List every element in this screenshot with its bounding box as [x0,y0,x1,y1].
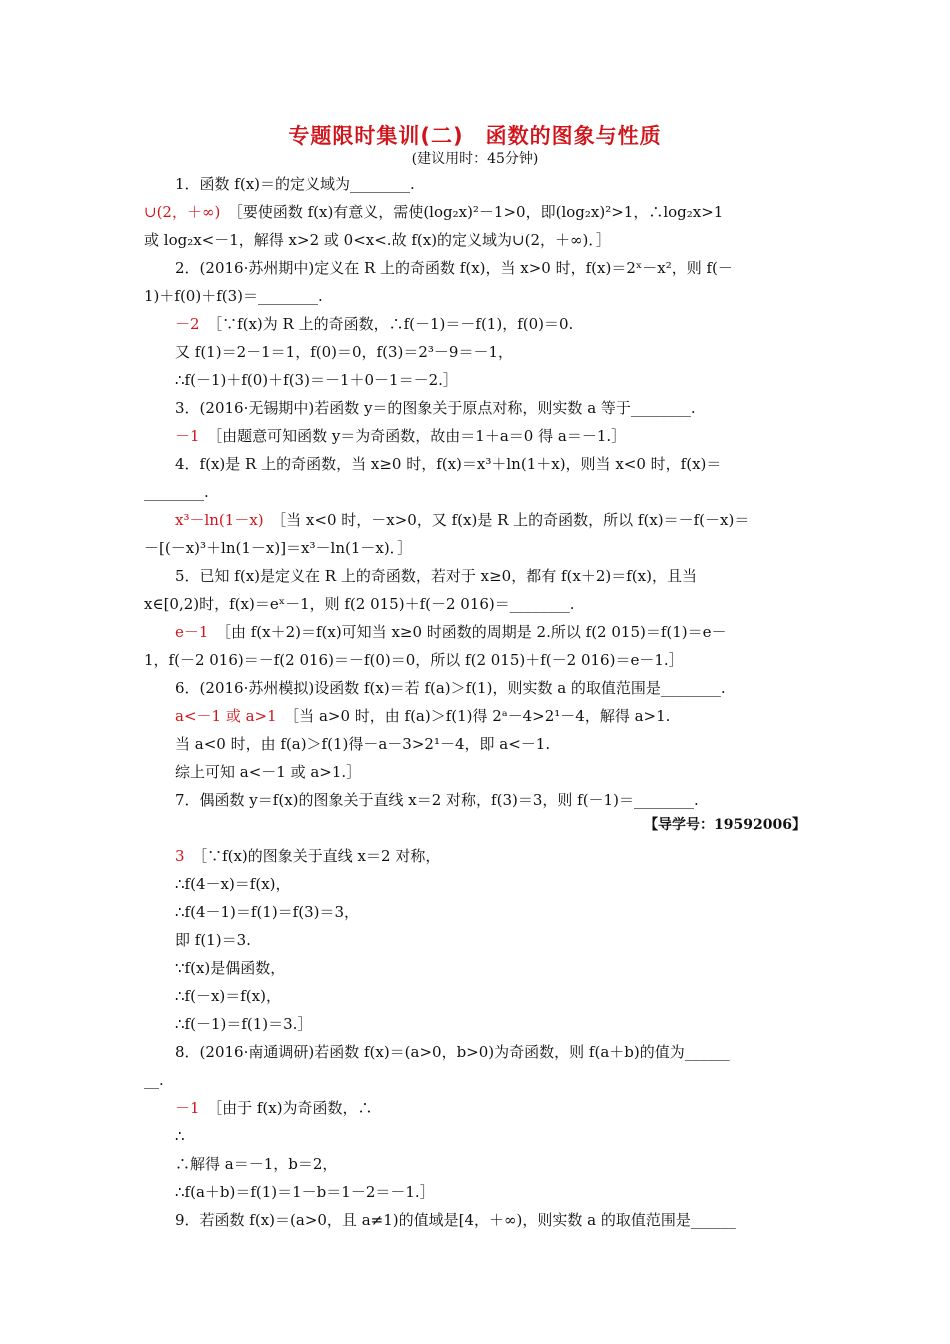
text-line [144,650,684,670]
text-line [175,846,440,866]
line-text: ［由题意可知函数 y＝为奇函数，故由＝1＋a＝0 得 a＝－1.］ [214,427,627,445]
line-text: ［由 f(x＋2)＝f(x)可知当 x≥0 时函数的周期是 2.所以 f(2 015)＝f(1)＝e－ [223,623,727,641]
text-line [144,1070,164,1090]
text-line [175,426,626,446]
text-line [175,874,291,894]
line-text: ［由于 f(x)为奇函数，∴ [214,1099,373,1117]
text-line [144,538,412,558]
text-line [175,566,697,586]
line-text: 又 f(1)＝2－1＝1，f(0)＝0，f(3)＝2³－9＝－1， [175,343,513,361]
line-text: 1)＋f(0)＋f(3)＝________. [144,287,323,305]
line-text: 1．函数 f(x)＝的定义域为________. [175,175,415,193]
answer-text: 3 [175,847,185,865]
line-text: 4．f(x)是 R 上的奇函数，当 x≥0 时，f(x)＝x³＋ln(1＋x)，则当 x<0 时，f(x)＝ [175,455,722,473]
text-line [175,734,550,754]
line-text: ∴解得 a＝－1，b＝2， [175,1155,338,1173]
line-text: ［当 x<0 时，－x>0，又 f(x)是 R 上的奇函数，所以 f(x)＝－f(－x)＝ [278,511,750,529]
line-text: ∴ [175,1127,185,1145]
line-text: －[(－x)³＋ln(1－x)]＝x³－ln(1－x)．］ [144,539,413,557]
line-text: ∴f(－1)＋f(0)＋f(3)＝－1＋0－1＝－2.］ [175,371,458,389]
line-text: ∴f(4－1)＝f(1)＝f(3)＝3， [175,903,360,921]
text-line [175,958,285,978]
suggested-time: (建议用时：45分钟) [411,151,539,167]
line-text: 5．已知 f(x)是定义在 R 上的奇函数，若对于 x≥0，都有 f(x＋2)＝f(x)，且当 [175,567,697,585]
text-line [175,1210,736,1230]
guide-number: 【导学号：19592006】 [644,817,806,833]
text-line [175,622,727,642]
text-line [175,1182,435,1202]
text-line [175,930,251,950]
answer-text: ∪(2，＋∞) [144,203,221,221]
line-text: ∵f(x)是偶函数， [175,959,286,977]
line-text: 或 log₂x<－1，解得 x>2 或 0<x<.故 f(x)的定义域为∪(2，＋∞)．］ [144,231,611,249]
line-text: __. [144,1071,164,1089]
line-text: ［∵f(x)为 R 上的奇函数，∴f(－1)＝－f(1)，f(0)＝0. [214,315,574,333]
text-line [175,370,458,390]
text-line [175,986,281,1006]
answer-text: －2 [175,315,200,333]
line-text: 3．(2016·无锡期中)若函数 y＝的图象关于原点对称，则实数 a 等于________. [175,399,696,417]
line-text: ∴f(4－x)＝f(x)， [175,875,291,893]
line-text: 7．偶函数 y＝f(x)的图象关于直线 x＝2 对称，f(3)＝3，则 f(－1)＝________. [175,791,699,809]
line-text: 即 f(1)＝3. [175,931,251,949]
answer-text: －1 [175,427,200,445]
line-text: 9．若函数 f(x)＝(a>0，且 a≠1)的值域是[4，＋∞)，则实数 a 的取值范围是______ [175,1211,736,1229]
text-line [175,454,721,474]
line-text: 8．(2016·南通调研)若函数 f(x)＝(a>0，b>0)为奇函数，则 f(a＋b)的值为______ [175,1043,730,1061]
line-text: 1，f(－2 016)＝－f(2 016)＝－f(0)＝0，所以 f(2 015)＋f(－2 016)＝e－1.］ [144,651,684,669]
text-line [144,594,575,614]
line-text: x∈[0,2)时，f(x)＝eˣ－1，则 f(2 015)＋f(－2 016)＝________. [144,595,575,613]
line-text: 综上可知 a<－1 或 a>1.］ [175,763,362,781]
line-text: ［∵f(x)的图象关于直线 x＝2 对称， [199,847,441,865]
line-text: 2．(2016·苏州期中)定义在 R 上的奇函数 f(x)，当 x>0 时，f(x)＝2ˣ－x²，则 f(－ [175,259,733,277]
text-line [175,706,670,726]
text-line [175,342,513,362]
text-line [144,482,209,502]
text-line [175,174,415,194]
text-line [175,510,749,530]
text-line [175,258,733,278]
text-line [175,1126,185,1146]
line-text: ________. [144,483,209,501]
text-line [175,1154,337,1174]
text-line [144,286,323,306]
text-line [175,790,699,810]
line-text: 6．(2016·苏州模拟)设函数 f(x)＝若 f(a)＞f(1)，则实数 a 的取值范围是________. [175,679,726,697]
line-text: ∴f(－x)＝f(x)， [175,987,281,1005]
line-text: ［当 a>0 时，由 f(a)＞f(1)得 2ᵃ－4>2¹－4，解得 a>1. [291,707,671,725]
answer-text: －1 [175,1099,200,1117]
line-text: ∴f(－1)＝f(1)＝3.］ [175,1015,313,1033]
text-line [175,678,726,698]
text-line [175,1098,373,1118]
text-line [144,230,611,250]
line-text: ∴f(a＋b)＝f(1)＝1－b＝1－2＝－1.］ [175,1183,435,1201]
text-line [175,398,696,418]
answer-text: x³－ln(1－x) [175,511,264,529]
text-line [175,314,573,334]
text-line [175,902,359,922]
answer-text: a<－1 或 a>1 [175,707,277,725]
text-line [175,1042,730,1062]
document-title: 专题限时集训(二) 函数的图象与性质 [288,124,662,148]
text-line [175,762,361,782]
text-line [144,202,723,222]
line-text: 当 a<0 时，由 f(a)＞f(1)得－a－3>2¹－4，即 a<－1. [175,735,551,753]
text-line [175,1014,312,1034]
answer-text: e－1 [175,623,209,641]
line-text: ［要使函数 f(x)有意义，需使(log₂x)²－1>0，即(log₂x)²>1，∴log₂x>1 [235,203,724,221]
